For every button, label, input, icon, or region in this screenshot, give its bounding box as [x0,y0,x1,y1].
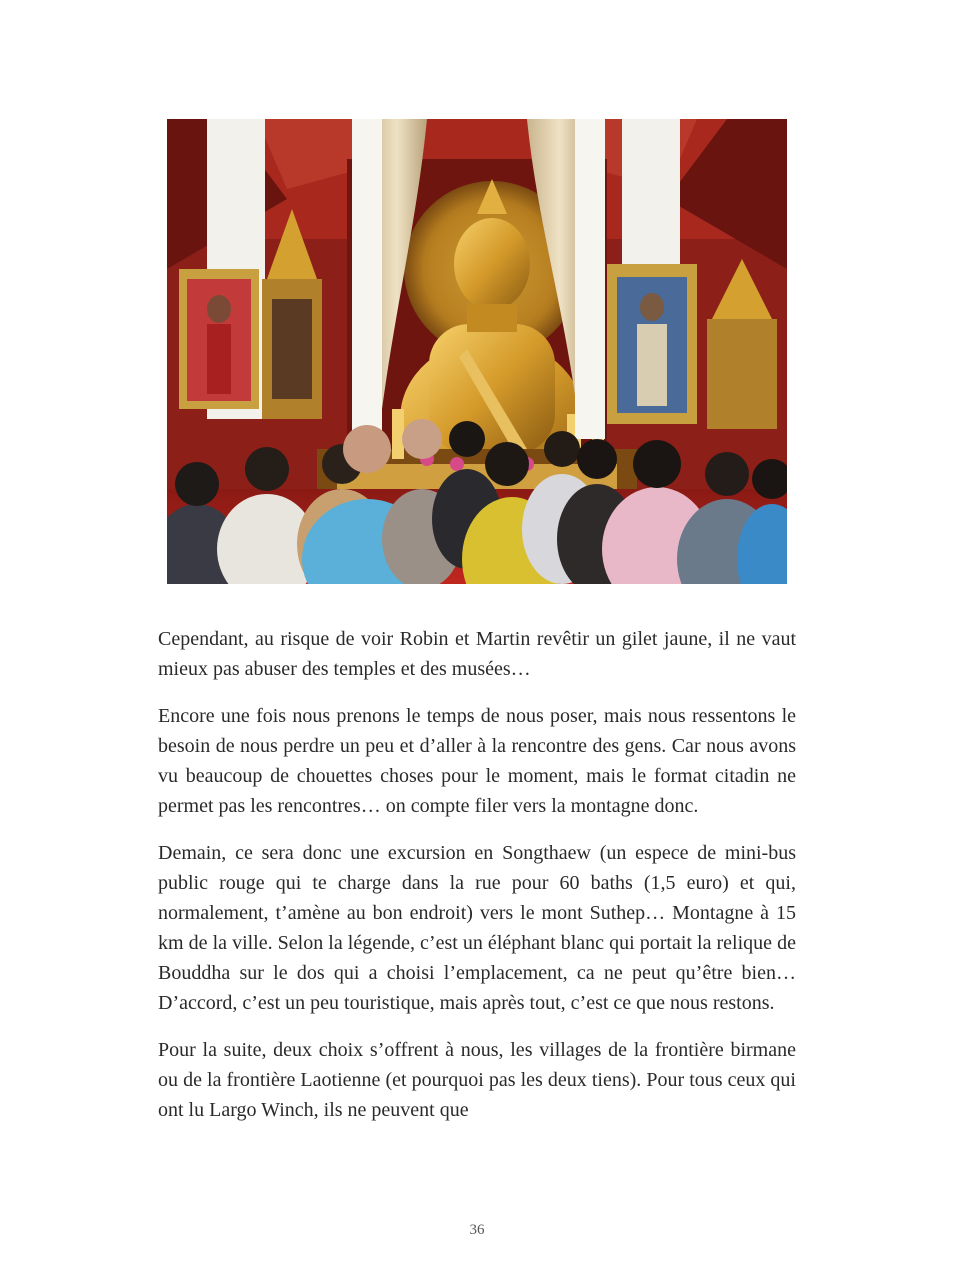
paragraph-4: Pour la suite, deux choix s’offrent à nous, les villages de la frontière birmane ou de la frontière Laotienne (et pourquoi pas les deux tiens). Pour tous ceux qui ont lu Largo Winch, ils ne peuvent que [158,1039,796,1121]
temple-photo [167,119,787,584]
paragraph-3: Demain, ce sera donc une excursion en Songthaew (un espece de mini-bus public rouge qui te charge dans la rue pour 60 baths (1,5 euro) et qui, normalement, t’amène au bon endroit) vers le mont Suthep… Montagne à 15 km de la ville. Selon la légende, c’est un éléphant blanc qui portait la relique de Bouddha sur le dos qui a choisi l’emplacement, ca ne peut qu’être bien… D’accord, c’est un peu touristique, mais après tout, c’est ce que nous restons. [158,842,796,1014]
body-text [158,624,796,1142]
page-number: 36 [469,1222,485,1238]
temple-photo-illustration [167,119,787,584]
paragraph-2: Encore une fois nous prenons le temps de nous poser, mais nous ressentons le besoin de nous perdre un peu et d’aller à la rencontre des gens. Car nous avons vu beaucoup de chouettes choses pour le moment, mais le format citadin ne permet pas les rencontres… on compte filer vers la montagne donc. [158,705,796,817]
paragraph-1: Cependant, au risque de voir Robin et Martin revêtir un gilet jaune, il ne vaut mieux pas abuser des temples et des musées… [158,628,796,680]
